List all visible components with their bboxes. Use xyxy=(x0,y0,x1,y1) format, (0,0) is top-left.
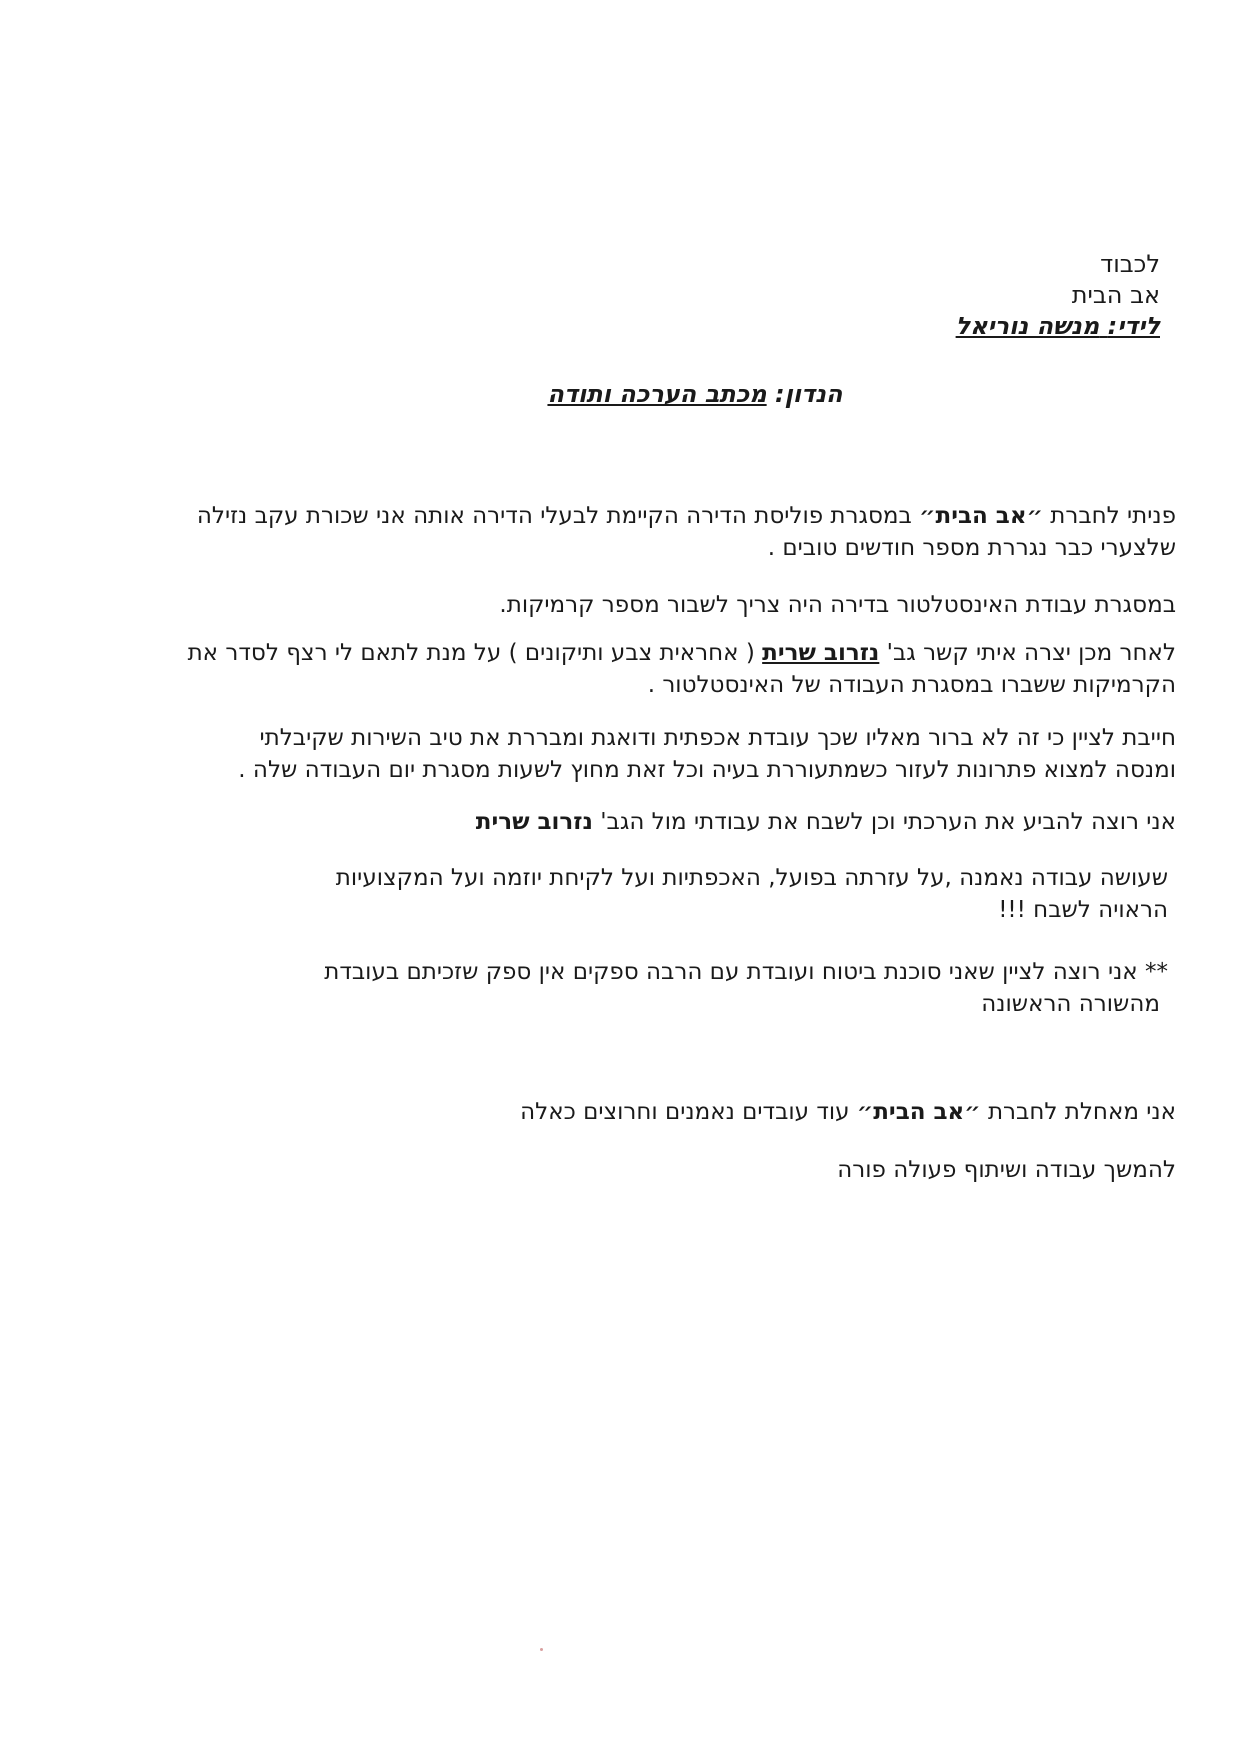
paragraph-2 xyxy=(116,589,1176,621)
paragraph-9-line-1: להמשך עבודה ושיתוף פעולה פורה xyxy=(837,1157,1176,1183)
paragraph-7 xyxy=(108,956,1168,1020)
paragraph-3 xyxy=(116,637,1176,701)
paragraph-5 xyxy=(116,806,1176,838)
paragraph-3-line-1: לאחר מכן יצרה איתי קשר גב' נזרוב שרית ( אחראית צבע ותיקונים ) על מנת לתאם לי רצף לסדר את xyxy=(187,640,1176,666)
subject-line xyxy=(0,378,1240,410)
employee-name: נזרוב שרית xyxy=(762,640,880,666)
paragraph-4 xyxy=(116,722,1176,786)
addressee-salutation: לכבוד xyxy=(1100,250,1160,278)
paragraph-3-line-2: הקרמיקות ששברו במסגרת העבודה של האינסטלטור . xyxy=(647,672,1176,698)
paragraph-6 xyxy=(108,862,1168,926)
paragraph-6-line-1: שעושה עבודה נאמנה ,על עזרתה בפועל, האכפתיות ועל לקיחת יוזמה ועל המקצועיות xyxy=(335,865,1168,891)
paragraph-1 xyxy=(116,500,1176,564)
paragraph-1-line-1: פניתי לחברת ״אב הבית״ במסגרת פוליסת הדירה הקיימת לבעלי הדירה אותה אני שכורת עקב נזילה xyxy=(196,503,1176,529)
paragraph-8-line-1: אני מאחלת לחברת ״אב הבית״ עוד עובדים נאמנים וחרוצים כאלה xyxy=(520,1099,1176,1125)
company-name: ״אב הבית״ xyxy=(856,1099,981,1125)
paragraph-6-line-2: הראויה לשבח !!! xyxy=(998,897,1168,923)
paragraph-2-line-1: במסגרת עבודת האינסטלטור בדירה היה צריך לשבור מספר קרמיקות. xyxy=(499,592,1176,618)
attention-label: לידי: xyxy=(1107,312,1160,340)
employee-name: נזרוב שרית xyxy=(475,809,593,835)
addressee-attention xyxy=(956,310,1160,341)
company-name: ״אב הבית״ xyxy=(919,503,1043,529)
paragraph-7-line-1: ** אני רוצה לציין שאני סוכנת ביטוח ועובדת עם הרבה ספקים אין ספק שזכיתם בעובדת xyxy=(324,959,1168,985)
paragraph-8 xyxy=(116,1096,1176,1128)
addressee-block xyxy=(956,248,1160,341)
attention-name: מנשה נוריאל xyxy=(955,312,1100,340)
paragraph-4-line-1: חייבת לציין כי זה לא ברור מאליו שכך עובדת אכפתית ודואגת ומבררת את טיב השירות שקיבלתי xyxy=(259,725,1176,751)
paragraph-5-line-1: אני רוצה להביע את הערכתי וכן לשבח את עבודתי מול הגב' נזרוב שרית xyxy=(475,809,1176,835)
subject-label: הנדון: xyxy=(775,380,843,408)
scan-speck xyxy=(540,1648,543,1651)
paragraph-1-line-2: שלצערי כבר נגררת מספר חודשים טובים . xyxy=(767,535,1176,561)
paragraph-9 xyxy=(116,1154,1176,1186)
paragraph-7-line-2: מהשורה הראשונה xyxy=(981,991,1160,1017)
paragraph-4-line-2: ומנסה למצוא פתרונות לעזור כשמתעוררת בעיה וכל זאת מחוץ לשעות מסגרת יום העבודה שלה . xyxy=(238,757,1176,783)
subject-text: מכתב הערכה ותודה xyxy=(547,380,767,408)
addressee-company: אב הבית xyxy=(1071,281,1160,309)
